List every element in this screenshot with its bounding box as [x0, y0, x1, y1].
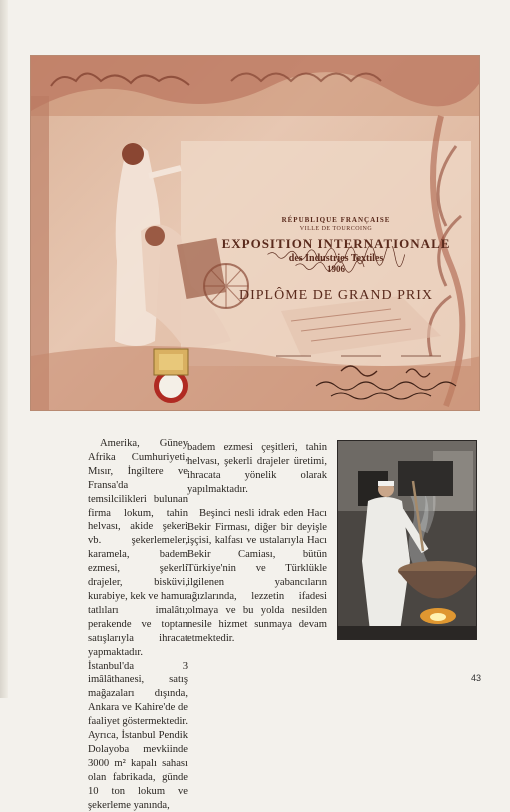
paragraph-company-exports: Amerika, Güney Afrika Cumhuriyeti, Mısır, İngiltere ve Fransa'da temsilcilikleri bulunan firma lokum, tahin helvası, akide şekeri vb. şekerlemeler, karamela, badem ezmesi, şekerli drajeler, bisküvi, kurabiye, kek ve hamur tatlıları imalâtı; perakende ve toptan satışlarıyla ihracat yapmaktadır. İstanbul'da 3 imâlâthanesi, satış mağazaları dışında, Ankara ve Kahire'de de faaliyet göstermektedir. Ayrıca, İstanbul Pendik Dolayoba mevkiinde 3000 m² kapalı sahası olan fabrikada, günde 10 ton lokum ve şekerleme yanında, — [88, 438, 189, 811]
paragraph-fifth-generation: Beşinci nesli idrak eden Hacı Bekir Firması, diğer bir deyişle işçisi, kalfası ve ustalarıyla Hacı Bekir Camiası, bütün Türkiye'nin ve Türklükle ilgilenen yabancıların ağızlarında, lezzetin ifadesi olmaya ve bu yolda nesilden nesile hizmet sunmaya devam etmektedir. — [187, 507, 327, 644]
diploma-photo — [30, 55, 480, 411]
paragraph-products: badem ezmesi çeşitleri, tahin helvası, şekerli drajeler üretimi, ihracata yönelik olarak yapılmaktadır. — [187, 442, 327, 495]
page-edge — [0, 0, 8, 698]
diploma-exposition: EXPOSITION INTERNATIONALE — [221, 236, 451, 251]
ottoman-script-inscription — [311, 376, 471, 402]
diploma-handwriting — [231, 246, 451, 274]
diploma-industries: des Industries Textiles — [288, 253, 384, 264]
diploma-award: DIPLÔME DE GRAND PRIX — [238, 288, 434, 303]
diploma-city: VILLE DE TOURCOING — [299, 226, 373, 232]
text-column-1 — [88, 437, 188, 812]
diploma-year: 1906 — [327, 264, 345, 274]
diploma-text-block — [201, 156, 471, 304]
kitchen-artwork — [338, 441, 477, 640]
text-column-2 — [187, 441, 327, 646]
diploma-republic: RÉPUBLIQUE FRANÇAISE — [281, 216, 391, 224]
kitchen-photo — [337, 440, 477, 640]
page-number: 43 — [471, 673, 482, 683]
